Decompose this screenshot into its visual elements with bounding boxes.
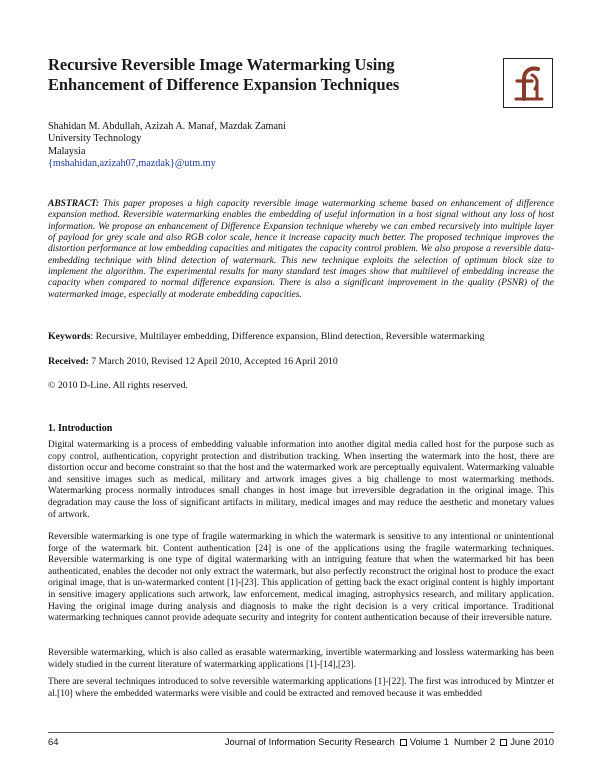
author-names: Shahidan M. Abdullah, Azizah A. Manaf, Mazdak Zamani (48, 121, 286, 132)
received-label: Received: (48, 356, 89, 367)
copyright-line: © 2010 D-Line. All rights reserved. (48, 380, 188, 391)
abstract-text: This paper proposes a high capacity reversible image watermarking scheme based on enhancement of difference expansion method. Reversible watermarking enables the embedding of useful information in a host signal without any loss of host information. We propose an enhancement of Difference Expansion technique whereby we can embed recursively into multiple layer of payload for grey scale and also RGB color scale, hence it increase capacity much better. The proposed technique improves the distortion performance at low embedding capacities and mitigates the capacity control problem. We also propose a reversible data-embedding technique with blind detection of watermark. This new technique exploits the selection of optimum block size to implement the algorithm. The experimental results for many standard test images show that multilevel of embedding increase the capacity when compared to normal difference expansion. There is also a significant improvement in the quality (PSNR) of the watermarked image, especially at moderate embedding capacities. (48, 199, 554, 300)
author-block (48, 121, 468, 171)
paragraph-4: There are several techniques introduced to solve reversible watermarking applications [1]-[22]. The first was introduced by Mintzer et al.[10] where the embedded watermarks were visible and could be extracted and removed because it was embedded (48, 677, 554, 699)
received-line (48, 356, 554, 368)
author-country: Malaysia (48, 145, 86, 157)
received-text: 7 March 2010, Revised 12 April 2010, Accepted 16 April 2010 (88, 356, 338, 367)
page-footer (48, 732, 554, 746)
paragraph-3: Reversible watermarking, which is also called as erasable watermarking, invertible watermarking and lossless watermarking has been widely studied in the current literature of watermarking applications [1]-[14],[23]. (48, 648, 554, 670)
keywords-label: Keywords (48, 331, 91, 342)
paragraph-2: Reversible watermarking is one type of fragile watermarking in which the watermark is sensitive to any intentional or unintentional forge of the watermark bit. Content authentication [24] is one of the applications using the fragile watermarking techniques. Reversible watermarking is one type of digital watermarking with an intriguing feature that when the watermarked bit has been authenticated, enables the decoder not only extract the watermark, but also perfectly reconstruct the original host to produce the exact original image, that is un-watermarked content [1]-[23]. This application of getting back the exact original content is highly important in sensitive imagery applications such artwork, law enforcement, medical imaging, astrophysics research, and military application. Having the original image during analysis and diagnosis to make the right decision is a very critical importance. Traditional watermarking techniques cannot provide adequate security and integrity for content authentication because of their irreversible nature. (48, 532, 554, 624)
keywords-text: : Recursive, Multilayer embedding, Difference expansion, Blind detection, Reversible watermarking (90, 331, 485, 342)
journal-info (225, 735, 554, 749)
abstract (48, 199, 554, 301)
separator-square-icon (400, 739, 407, 746)
journal-volume: Volume 1 (409, 736, 449, 747)
section-heading: 1. Introduction (48, 423, 113, 434)
page-number: 64 (48, 736, 59, 747)
author-affiliation: University Technology (48, 133, 142, 145)
abstract-label: ABSTRACT: (48, 199, 100, 209)
keywords-line (48, 331, 554, 343)
paragraph-1: Digital watermarking is a process of embedding valuable information into another digital media called host for the purpose such as copy control, authentication, copyright protection and distribution tracking. When inserting the watermark into the host, there are distortion occur and become constraint so that the host and the watermarked work are perceptually equivalent. Watermarking valuable and sensitive images such as medical, military and artwork images gives a big challenge to most watermarking methods. Watermarking process normally introduces small changes in host image but irreversible degradation in the original image. This degradation may cause the loss of significant artifacts in military, medical images and may reduce the aesthetic and monetary values of artwork. (48, 440, 554, 520)
author-email[interactable]: {mshahidan,azizah07,mazdak}@utm.my (48, 158, 216, 170)
paper-title: Recursive Reversible Image Watermarking Using Enhancement of Difference Expansion Techniques (48, 55, 400, 94)
journal-number: Number 2 (454, 736, 496, 747)
journal-date: June 2010 (510, 736, 554, 747)
journal-name: Journal of Information Security Research (224, 736, 395, 747)
separator-square-icon (500, 739, 507, 746)
dline-logo-icon (504, 59, 552, 107)
publisher-logo (503, 58, 553, 108)
